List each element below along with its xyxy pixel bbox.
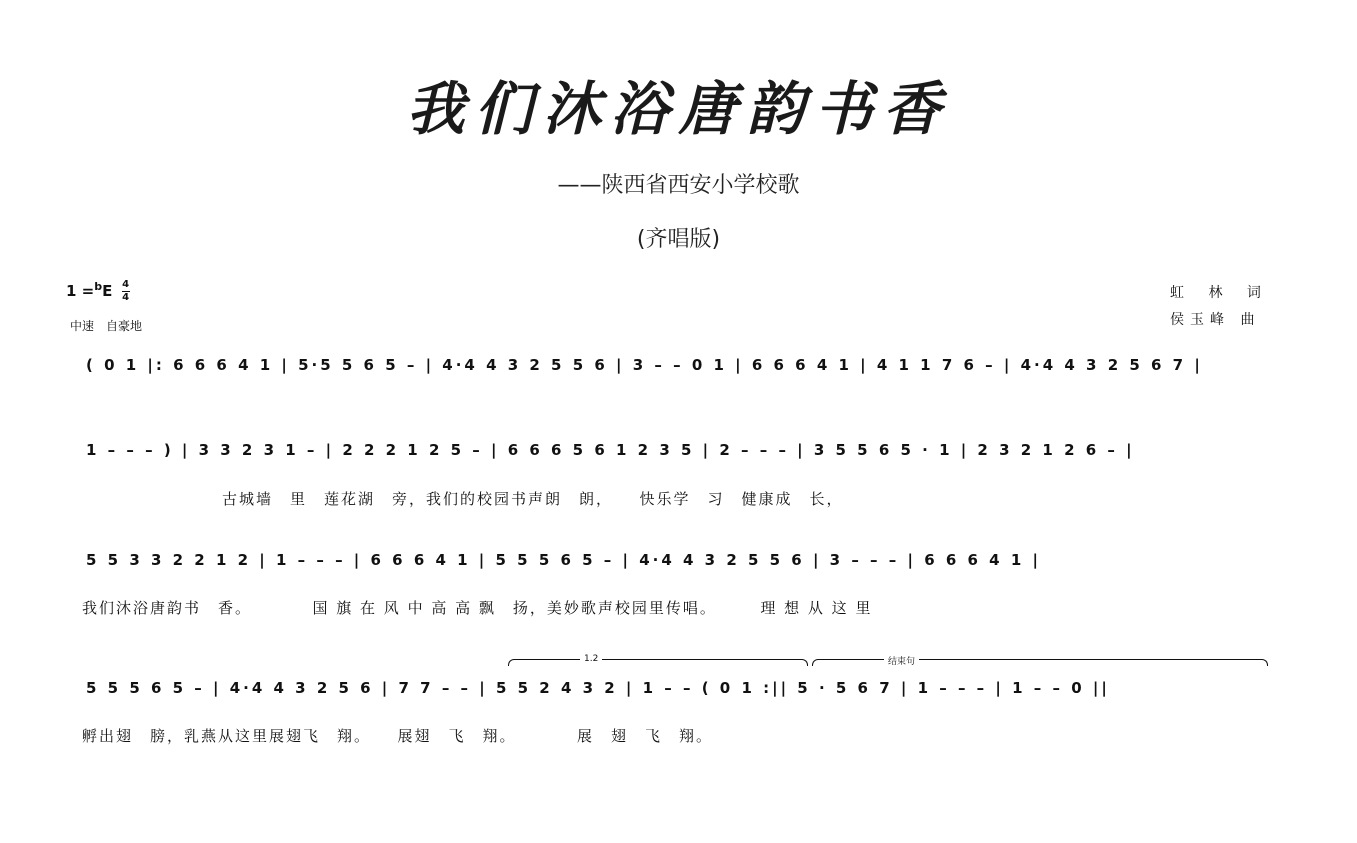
key-note: E [102,282,113,300]
song-title: 我们沐浴唐韵书香 [406,75,951,143]
notation-line-4: 5 5 5 6 5 – | 4·4 4 3 2 5 6 | 7 7 – – | 5 5 2 4 3 2 | 1 – – ( 0 1 :|| 5 · 5 6 7 | 1 – – – | 1 – – 0 || [86,679,1110,697]
lyrics-line-2: 古城墙 里 莲花湖 旁，我们的校园书声朗 朗， 快乐学 习 健康成 长， [222,490,844,508]
ending-bracket [812,659,1268,666]
lyrics-line-3: 我们沐浴唐韵书 香。 国 旗 在 风 中 高 高 飘 扬，美妙歌声校园里传唱。 理 想 从 这 里 [82,599,873,617]
notation-line-2: 1 – – – ) | 3 3 2 3 1 – | 2 2 2 1 2 5 – | 6 6 6 5 6 1 2 3 5 | 2 – – – | 3 5 5 6 5 · 1 | 2 3 2 1 2 6 – | [86,441,1135,459]
key-prefix: 1 = [66,282,95,300]
meter-bottom: 4 [122,292,130,303]
time-signature [122,280,130,303]
tempo-marking: 中速 自豪地 [70,319,143,333]
lyrics-line-4: 孵出翅 膀，乳燕从这里展翅飞 翔。 展翅 飞 翔。 展 翅 飞 翔。 [82,727,714,745]
key-signature [66,280,130,303]
song-subtitle: ——陕西省西安小学校歌 [557,173,800,198]
version-label: (齐唱版) [636,227,721,252]
notation-line-1: ( 0 1 |: 6 6 6 4 1 | 5·5 5 6 5 – | 4·4 4 3 2 5 5 6 | 3 – – 0 1 | 6 6 6 4 1 | 4 1 1 7 6 – | 4·4 4 3 2 5 6 7 | [86,356,1203,374]
volta-label: 1.2 [580,654,602,664]
meter-top: 4 [122,279,130,290]
ending-label: 结束句 [884,654,919,667]
volta-bracket [508,659,808,666]
composer-credit: 侯玉峰 曲 [1170,312,1261,328]
lyricist-credit: 虹 林 词 [1170,285,1271,301]
flat-sign: b [94,280,103,293]
notation-line-3: 5 5 3 3 2 2 1 2 | 1 – – – | 6 6 6 4 1 | 5 5 5 6 5 – | 4·4 4 3 2 5 5 6 | 3 – – – | 6 6 6 4 1 | [86,551,1041,569]
